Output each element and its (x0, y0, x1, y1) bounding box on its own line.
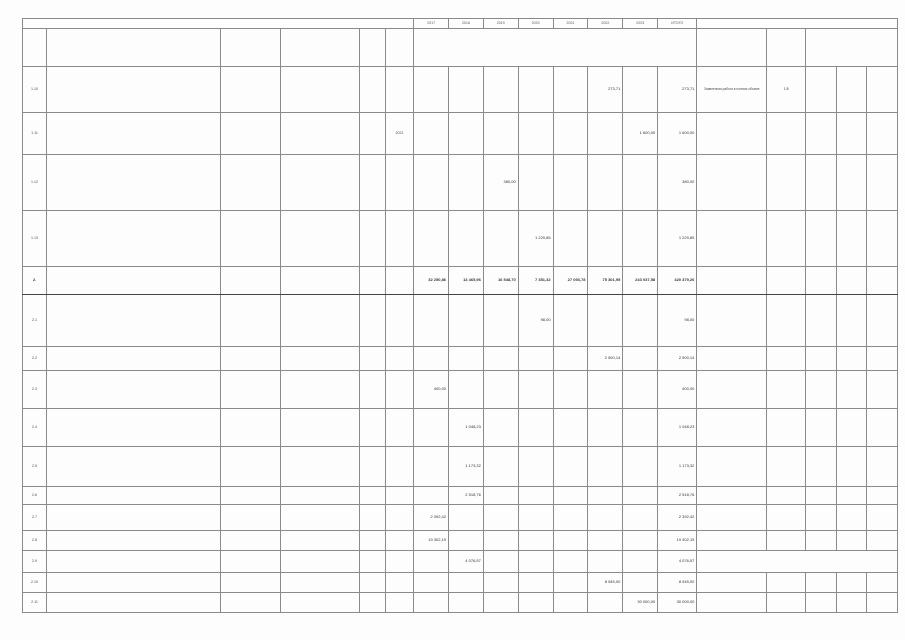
col-values (806, 29, 898, 67)
table-row: 1.10 273,71 273,71 Заявленная работа в полном объеме 1/5 (23, 67, 898, 113)
year-2020: 2020 (518, 19, 553, 29)
year-2017: 2017 (414, 19, 449, 29)
table-row: 2.6 2 518,76 2 518,76 (23, 487, 898, 505)
table-row: 2.8 19 302,19 19 302,19 (23, 531, 898, 551)
year-2022: 2022 (588, 19, 623, 29)
year-2018: 2018 (449, 19, 484, 29)
section-total-row: 2. 32 250,86 13 465,96 16 548,70 7 351,32 27 093,78 75 301,95 243 037,58 420 379,26 (23, 267, 898, 295)
year-2019: 2019 (483, 19, 518, 29)
header-right-blank (697, 19, 898, 29)
table-row: 2.2 2 500,14 2 500,14 (23, 347, 898, 371)
year-2023: 2023 (623, 19, 658, 29)
col-unit (767, 29, 806, 67)
table-row: 2.4 1 048,23 1 048,23 (23, 409, 898, 447)
table-row: 2.1 98,00 98,00 (23, 295, 898, 347)
col-no (23, 29, 47, 67)
program-table (22, 18, 898, 613)
table-row: 2.3 400,00 400,00 (23, 371, 898, 409)
table-row: 2.7 2 392,42 2 392,42 (23, 505, 898, 531)
table-row: 2.9 4 076,57 4 076,57 (23, 551, 898, 573)
year-total: ИТОГО (658, 19, 697, 29)
col-object (221, 29, 281, 67)
table-row: 2.11 30 000,00 30 000,00 (23, 593, 898, 613)
col-end (385, 29, 413, 67)
col-name (46, 29, 220, 67)
header-blank (23, 19, 414, 29)
table-row: 1.11 2021 1 600,00 1 600,00 (23, 113, 898, 155)
col-indicator (697, 29, 767, 67)
table-row: 1.13 1 229,85 1 229,85 (23, 211, 898, 267)
col-description (281, 29, 359, 67)
table-row: 1.12 380,00 380,00 (23, 155, 898, 211)
col-funding (414, 29, 697, 67)
col-start (359, 29, 385, 67)
year-2021: 2021 (553, 19, 588, 29)
table-row: 2.5 1 173,32 1 173,32 (23, 447, 898, 487)
table-row: 2.10 8 945,00 8 945,00 (23, 573, 898, 593)
